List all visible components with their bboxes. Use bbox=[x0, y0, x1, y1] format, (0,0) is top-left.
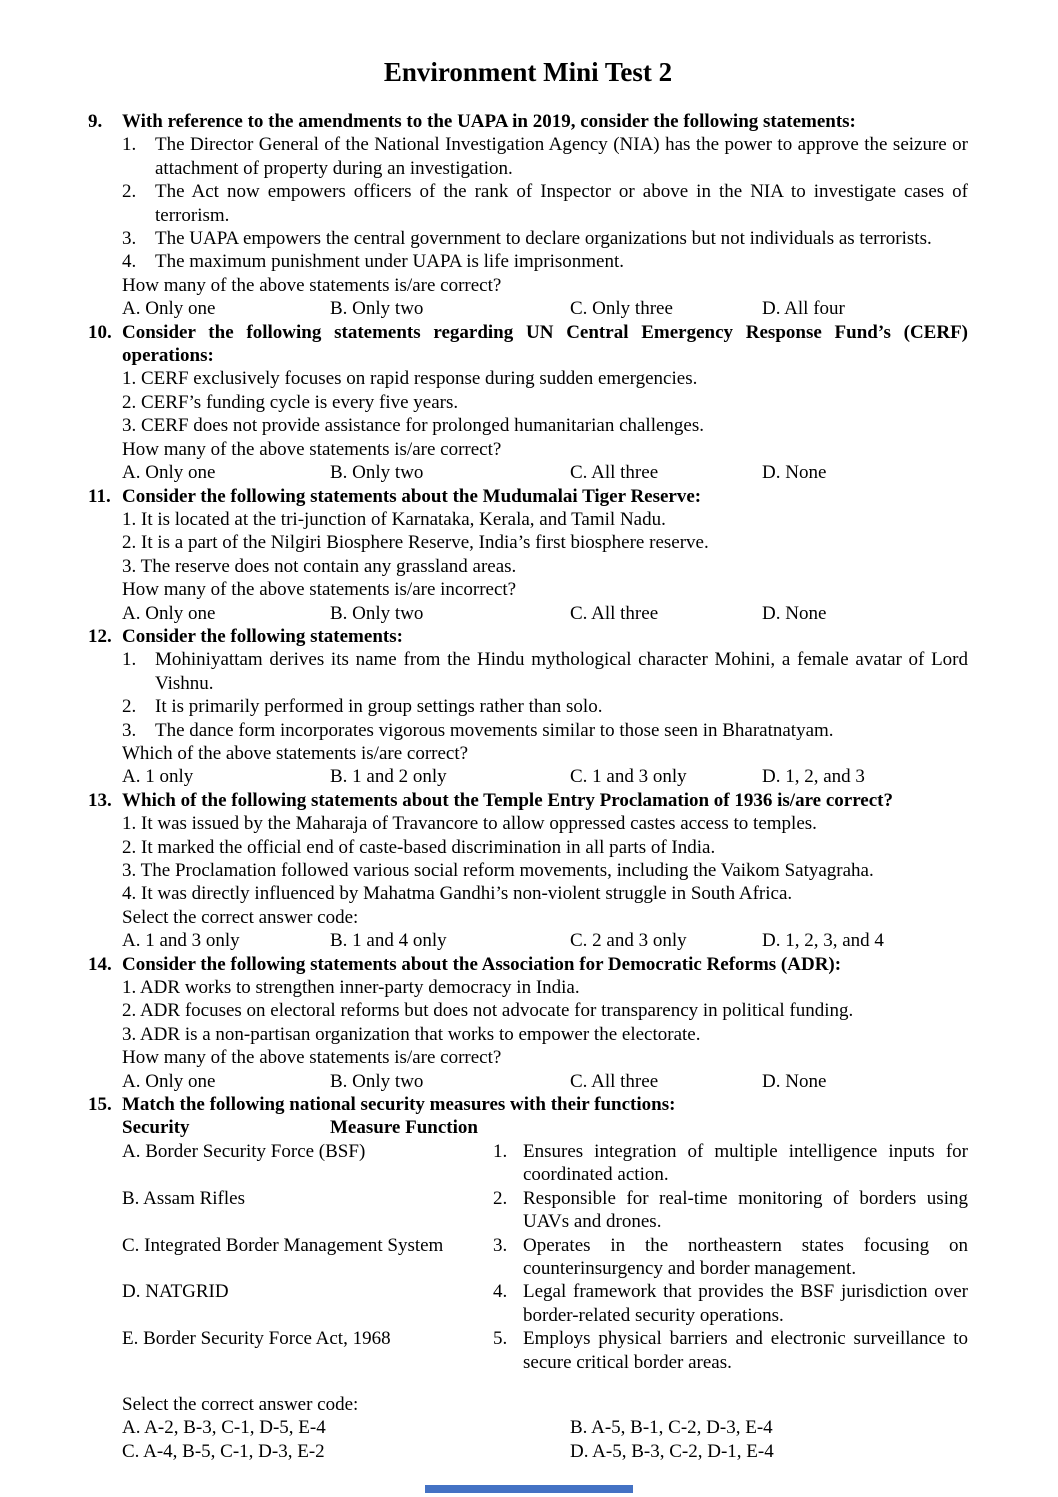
option-a: A. Only one bbox=[122, 1070, 216, 1092]
question-header: Consider the following statements regarding UN Central Emergency Response Fund’s (CERF) operations: bbox=[122, 321, 968, 367]
option-a: A. 1 only bbox=[122, 766, 194, 788]
question-9 bbox=[88, 110, 968, 321]
option-a: A. Only one bbox=[122, 298, 216, 320]
options-row bbox=[122, 461, 968, 484]
match-function-text: Responsible for real-time monitoring of borders using UAVs and drones. bbox=[523, 1187, 968, 1233]
statement: 3. ADR is a non-partisan organization that works to empower the electorate. bbox=[122, 1023, 701, 1045]
answer-code-a: A. A-2, B-3, C-1, D-5, E-4 bbox=[122, 1417, 326, 1439]
option-d: D. 1, 2, and 3 bbox=[762, 766, 865, 788]
options-row bbox=[122, 297, 968, 320]
option-a: A. 1 and 3 only bbox=[122, 930, 240, 952]
statement: 2. CERF’s funding cycle is every five years. bbox=[122, 391, 459, 413]
statement-item bbox=[122, 133, 968, 180]
option-b: B. Only two bbox=[330, 1070, 424, 1092]
statement-text: The UAPA empowers the central government to declare organizations but not individuals as terrorists. bbox=[155, 228, 932, 250]
option-c: C. 1 and 3 only bbox=[570, 766, 687, 788]
option-d: D. 1, 2, 3, and 4 bbox=[762, 930, 884, 952]
option-c: C. All three bbox=[570, 1070, 659, 1092]
match-function-text: Ensures integration of multiple intelligence inputs for coordinated action. bbox=[523, 1140, 968, 1186]
statement-number: 1. bbox=[122, 649, 137, 671]
option-c: C. All three bbox=[570, 602, 659, 624]
question-number: 13. bbox=[88, 789, 112, 811]
question-header: Which of the following statements about the Temple Entry Proclamation of 1936 is/are correct? bbox=[122, 789, 894, 811]
option-c: C. Only three bbox=[570, 298, 673, 320]
question-prompt: How many of the above statements is/are correct? bbox=[122, 438, 502, 460]
question-14 bbox=[88, 953, 968, 1093]
page-title: Environment Mini Test 2 bbox=[383, 57, 673, 87]
option-b: B. Only two bbox=[330, 298, 424, 320]
question-prompt: How many of the above statements is/are incorrect? bbox=[122, 579, 517, 601]
question-header: Consider the following statements: bbox=[122, 625, 403, 647]
statement-number: 2. bbox=[122, 696, 137, 718]
question-12 bbox=[88, 625, 968, 789]
match-row bbox=[122, 1327, 968, 1374]
question-prompt: Select the correct answer code: bbox=[122, 906, 359, 928]
statement-number: 3. bbox=[122, 719, 137, 741]
options-row bbox=[122, 602, 968, 625]
match-header-left: Security bbox=[122, 1117, 190, 1139]
statement-text: The maximum punishment under UAPA is life imprisonment. bbox=[155, 251, 624, 273]
page-indicator-bar bbox=[425, 1485, 633, 1493]
statement: 1. It was issued by the Maharaja of Travancore to allow oppressed castes access to temples. bbox=[122, 813, 817, 835]
question-prompt: Which of the above statements is/are correct? bbox=[122, 742, 469, 764]
statement: 1. It is located at the tri-junction of Karnataka, Kerala, and Tamil Nadu. bbox=[122, 508, 666, 530]
statement-number: 3. bbox=[122, 228, 137, 250]
option-d: D. None bbox=[762, 1070, 827, 1092]
statement-item bbox=[122, 695, 968, 718]
question-number: 9. bbox=[88, 111, 103, 132]
question-10 bbox=[88, 321, 968, 485]
question-header: Match the following national security measures with their functions: bbox=[122, 1094, 676, 1116]
statement-number: 4. bbox=[122, 251, 137, 273]
statement: 3. The Proclamation followed various social reform movements, including the Vaikom Satyagraha. bbox=[122, 860, 874, 881]
statement: 2. It is a part of the Nilgiri Biosphere Reserve, India’s first biosphere reserve. bbox=[122, 532, 709, 554]
option-d: D. None bbox=[762, 462, 827, 484]
match-function-text: Employs physical barriers and electronic surveillance to secure critical border areas. bbox=[523, 1328, 968, 1373]
question-number: 14. bbox=[88, 953, 112, 975]
match-left-item: A. Border Security Force (BSF) bbox=[122, 1140, 366, 1162]
statement: 1. ADR works to strengthen inner-party democracy in India. bbox=[122, 977, 580, 999]
statement: 4. It was directly influenced by Mahatma Gandhi’s non-violent struggle in South Africa. bbox=[122, 883, 793, 905]
answer-code-row bbox=[122, 1440, 968, 1463]
statement-number: 1. bbox=[122, 134, 137, 156]
question-header: Consider the following statements about the Mudumalai Tiger Reserve: bbox=[122, 485, 702, 507]
option-b: B. Only two bbox=[330, 602, 424, 624]
question-prompt: How many of the above statements is/are correct? bbox=[122, 274, 502, 296]
question-number: 12. bbox=[88, 625, 112, 647]
statement-item bbox=[122, 648, 968, 695]
options-row bbox=[122, 765, 968, 788]
question-header: Consider the following statements about the Association for Democratic Reforms (ADR): bbox=[122, 953, 842, 975]
statement-text: The Act now empowers officers of the rank of Inspector or above in the NIA to investigate cases of terrorism. bbox=[155, 181, 968, 226]
option-c: C. All three bbox=[570, 462, 659, 484]
statement-number: 2. bbox=[122, 181, 137, 203]
match-function-number: 2. bbox=[493, 1187, 508, 1209]
statement: 1. CERF exclusively focuses on rapid response during sudden emergencies. bbox=[122, 368, 698, 390]
statement-item bbox=[122, 250, 968, 273]
statement: 2. It marked the official end of caste-based discrimination in all parts of India. bbox=[122, 836, 716, 858]
match-row bbox=[122, 1140, 968, 1187]
statement-item bbox=[122, 227, 968, 250]
statement-text: The Director General of the National Investigation Agency (NIA) has the power to approve the seizure or attachment of property during an investigation. bbox=[155, 134, 968, 179]
question-number: 10. bbox=[88, 321, 112, 343]
statement-text: Mohiniyattam derives its name from the Hindu mythological character Mohini, a female avatar of Lord Vishnu. bbox=[155, 649, 968, 694]
option-b: B. Only two bbox=[330, 462, 424, 484]
statement-text: The dance form incorporates vigorous movements similar to those seen in Bharatnatyam. bbox=[155, 719, 834, 741]
match-function-number: 5. bbox=[493, 1328, 508, 1350]
question-11 bbox=[88, 485, 968, 625]
question-prompt: How many of the above statements is/are correct? bbox=[122, 1047, 502, 1069]
statement-item bbox=[122, 180, 968, 227]
match-header-right: Measure Function bbox=[330, 1117, 478, 1139]
answer-code-c: C. A-4, B-5, C-1, D-3, E-2 bbox=[122, 1440, 325, 1462]
match-function-number: 3. bbox=[493, 1234, 508, 1256]
option-d: D. All four bbox=[762, 298, 845, 320]
match-function-text: Operates in the northeastern states focusing on counterinsurgency and border management. bbox=[523, 1234, 968, 1279]
statement-item bbox=[122, 719, 968, 742]
answer-code-row bbox=[122, 1416, 968, 1439]
match-function-number: 1. bbox=[493, 1140, 508, 1162]
match-header-row bbox=[122, 1116, 968, 1139]
match-function-number: 4. bbox=[493, 1281, 508, 1303]
match-left-item: B. Assam Rifles bbox=[122, 1187, 245, 1209]
option-c: C. 2 and 3 only bbox=[570, 930, 687, 952]
match-left-item: E. Border Security Force Act, 1968 bbox=[122, 1328, 391, 1350]
option-d: D. None bbox=[762, 602, 827, 624]
question-13 bbox=[88, 789, 968, 953]
match-row bbox=[122, 1280, 968, 1327]
question-header: With reference to the amendments to the UAPA in 2019, consider the following statements: bbox=[122, 111, 856, 132]
match-left-item: C. Integrated Border Management System bbox=[122, 1234, 444, 1256]
match-function-text: Legal framework that provides the BSF jurisdiction over border-related security operations. bbox=[523, 1281, 968, 1326]
match-row bbox=[122, 1187, 968, 1234]
options-row bbox=[122, 1070, 968, 1093]
select-prompt: Select the correct answer code: bbox=[122, 1393, 359, 1415]
question-15 bbox=[88, 1093, 968, 1463]
option-a: A. Only one bbox=[122, 602, 216, 624]
match-row bbox=[122, 1234, 968, 1281]
option-b: B. 1 and 2 only bbox=[330, 766, 447, 788]
match-left-item: D. NATGRID bbox=[122, 1281, 229, 1303]
options-row bbox=[122, 929, 968, 952]
option-a: A. Only one bbox=[122, 462, 216, 484]
statement: 2. ADR focuses on electoral reforms but does not advocate for transparency in political funding. bbox=[122, 1000, 854, 1022]
question-number: 15. bbox=[88, 1094, 112, 1116]
statement: 3. The reserve does not contain any grassland areas. bbox=[122, 555, 517, 577]
statement: 3. CERF does not provide assistance for prolonged humanitarian challenges. bbox=[122, 415, 705, 437]
answer-code-b: B. A-5, B-1, C-2, D-3, E-4 bbox=[570, 1417, 773, 1439]
answer-code-d: D. A-5, B-3, C-2, D-1, E-4 bbox=[570, 1440, 774, 1462]
statement-text: It is primarily performed in group settings rather than solo. bbox=[155, 696, 603, 718]
question-number: 11. bbox=[88, 485, 111, 507]
option-b: B. 1 and 4 only bbox=[330, 930, 447, 952]
